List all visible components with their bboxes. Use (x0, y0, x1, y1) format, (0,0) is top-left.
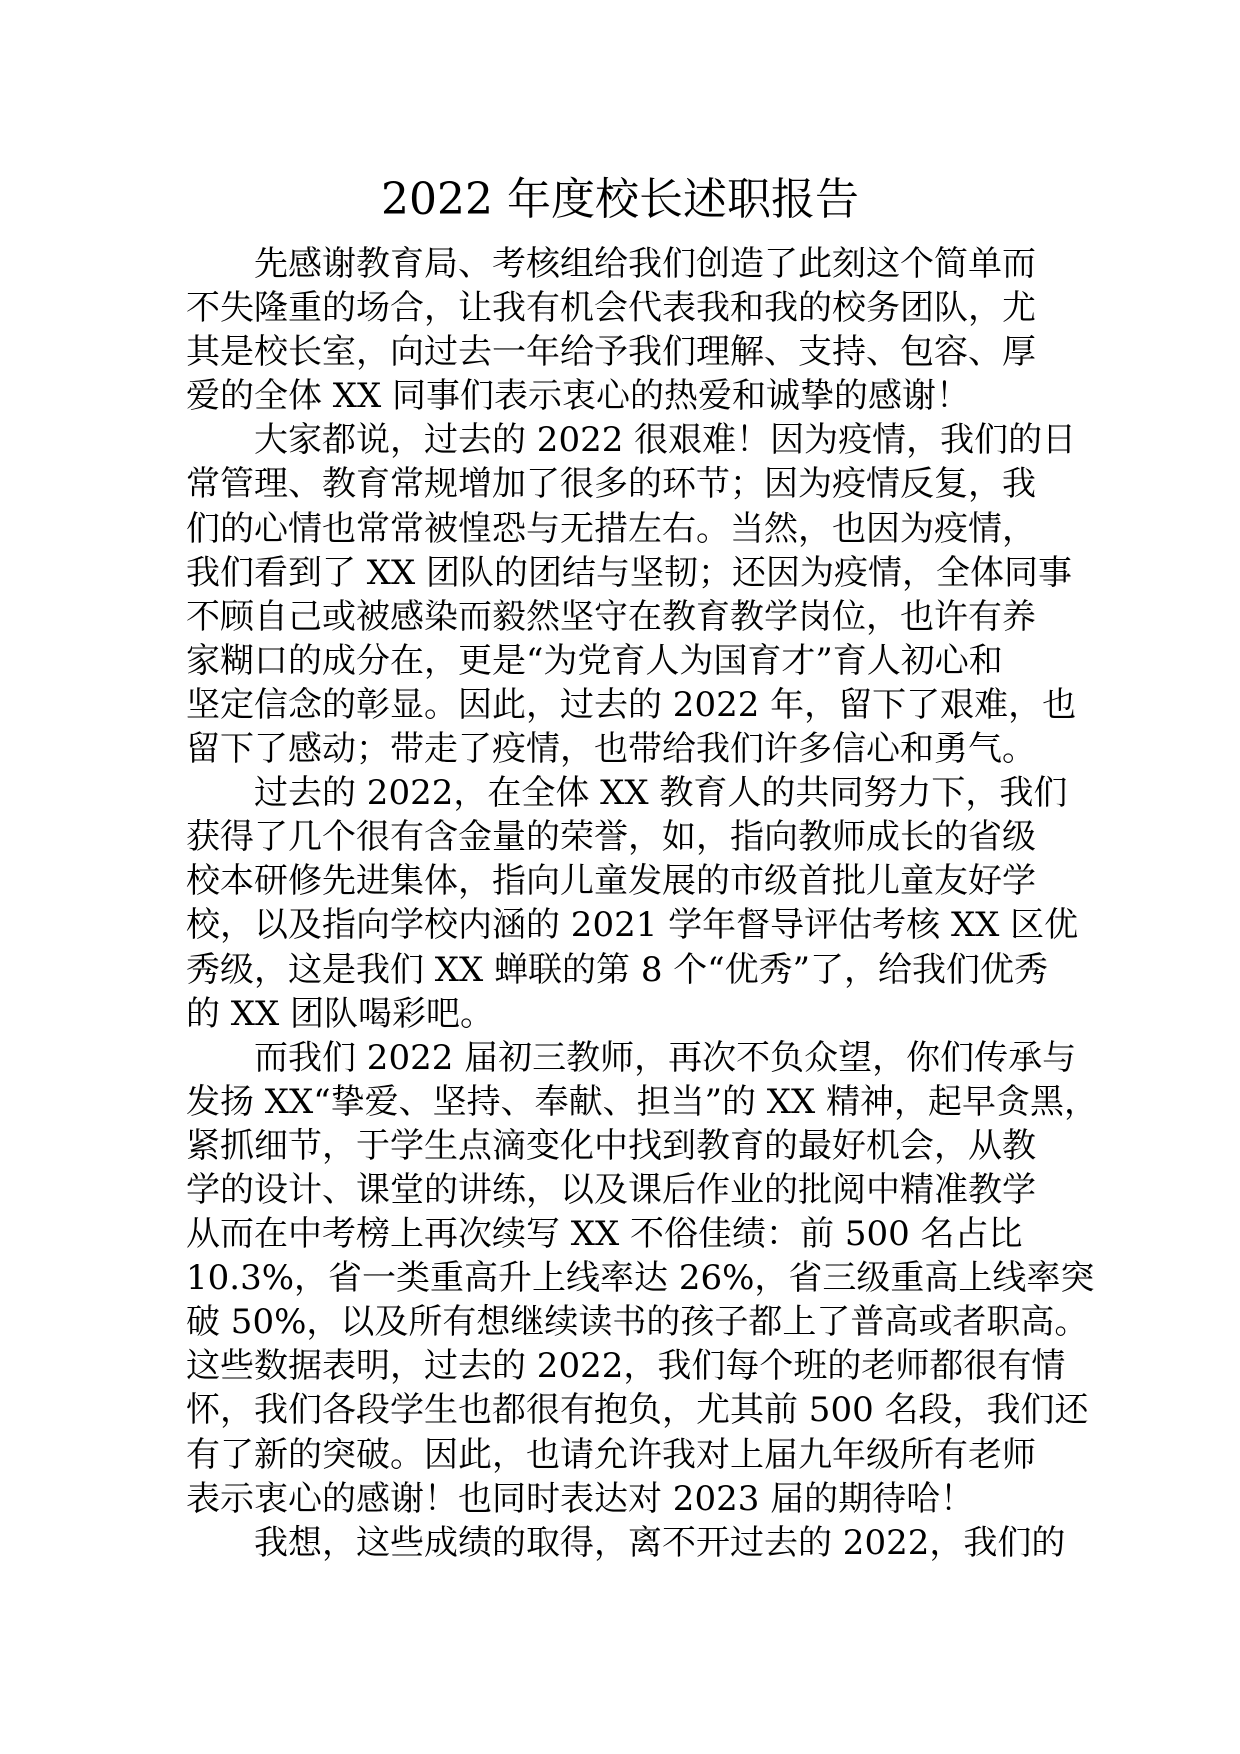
text-line: 坚定信念的彰显。因此，过去的 2022 年，留下了艰难，也 (186, 684, 1077, 725)
text-line: 爱的全体 XX 同事们表示衷心的热爱和诚挚的感谢！ (186, 376, 971, 417)
text-line: 先感谢教育局、考核组给我们创造了此刻这个简单而 (254, 244, 1036, 284)
text-line: 不失隆重的场合，让我有机会代表我和我的校务团队，尤 (186, 288, 1036, 329)
document-body (186, 242, 1099, 1565)
text-line: 不顾自己或被感染而毅然坚守在教育教学岗位，也许有养 (186, 596, 1036, 637)
text-line: 我们看到了 XX 团队的团结与坚韧；还因为疫情，全体同事 (186, 552, 1073, 593)
text-line: 破 50%，以及所有想继续读书的孩子都上了普高或者职高。 (186, 1302, 1089, 1343)
text-line: 紧抓细节，于学生点滴变化中找到教育的最好机会，从教 (186, 1125, 1036, 1166)
text-line: 大家都说，过去的 2022 很艰难！因为疫情，我们的日 (254, 420, 1077, 461)
paragraph-pandemic (186, 418, 1078, 771)
paragraph-exam-results (186, 1036, 1099, 1521)
paragraph-honors (186, 771, 1078, 1036)
paragraph-thanks (186, 242, 1078, 418)
text-line: 校本研修先进集体，指向儿童发展的市级首批儿童友好学 (186, 861, 1036, 902)
text-line: 常管理、教育常规增加了很多的环节；因为疫情反复，我 (186, 464, 1036, 505)
text-line: 而我们 2022 届初三教师，再次不负众望，你们传承与 (254, 1037, 1077, 1078)
text-line: 校，以及指向学校内涵的 2021 学年督导评估考核 XX 区优 (186, 905, 1079, 946)
text-line: 秀级，这是我们 XX 蝉联的第 8 个“优秀”了，给我们优秀 (186, 949, 1049, 990)
text-line: 这些数据表明，过去的 2022，我们每个班的老师都很有情 (186, 1346, 1066, 1387)
text-line: 们的心情也常常被惶恐与无措左右。当然，也因为疫情， (186, 508, 1036, 549)
text-line: 过去的 2022，在全体 XX 教育人的共同努力下，我们 (254, 773, 1068, 814)
paragraph-closing (186, 1521, 1078, 1565)
document-title: 2022 年度校长述职报告 (381, 174, 859, 225)
text-line: 有了新的突破。因此，也请允许我对上届九年级所有老师 (186, 1434, 1036, 1475)
text-line: 10.3%，省一类重高升上线率达 26%，省三级重高上线率突 (186, 1258, 1095, 1299)
text-line: 获得了几个很有含金量的荣誉，如，指向教师成长的省级 (186, 817, 1036, 858)
text-line: 表示衷心的感谢！也同时表达对 2023 届的期待哈！ (186, 1478, 975, 1519)
text-line: 其是校长室，向过去一年给予我们理解、支持、包容、厚 (186, 332, 1036, 373)
text-line: 学的设计、课堂的讲练，以及课后作业的批阅中精准教学 (186, 1169, 1036, 1210)
text-line: 留下了感动；带走了疫情，也带给我们许多信心和勇气。 (186, 729, 1036, 770)
text-line: 怀，我们各段学生也都很有抱负，尤其前 500 名段，我们还 (186, 1390, 1089, 1431)
text-line: 发扬 XX“挚爱、坚持、奉献、担当”的 XX 精神，起早贪黑， (186, 1081, 1099, 1122)
text-line: 我想，这些成绩的取得，离不开过去的 2022，我们的 (254, 1522, 1066, 1563)
text-line: 从而在中考榜上再次续写 XX 不俗佳绩：前 500 名占比 (186, 1214, 1023, 1255)
text-line: 家糊口的成分在，更是“为党育人为国育才”育人初心和 (186, 640, 1003, 681)
text-line: 的 XX 团队喝彩吧。 (186, 993, 495, 1034)
